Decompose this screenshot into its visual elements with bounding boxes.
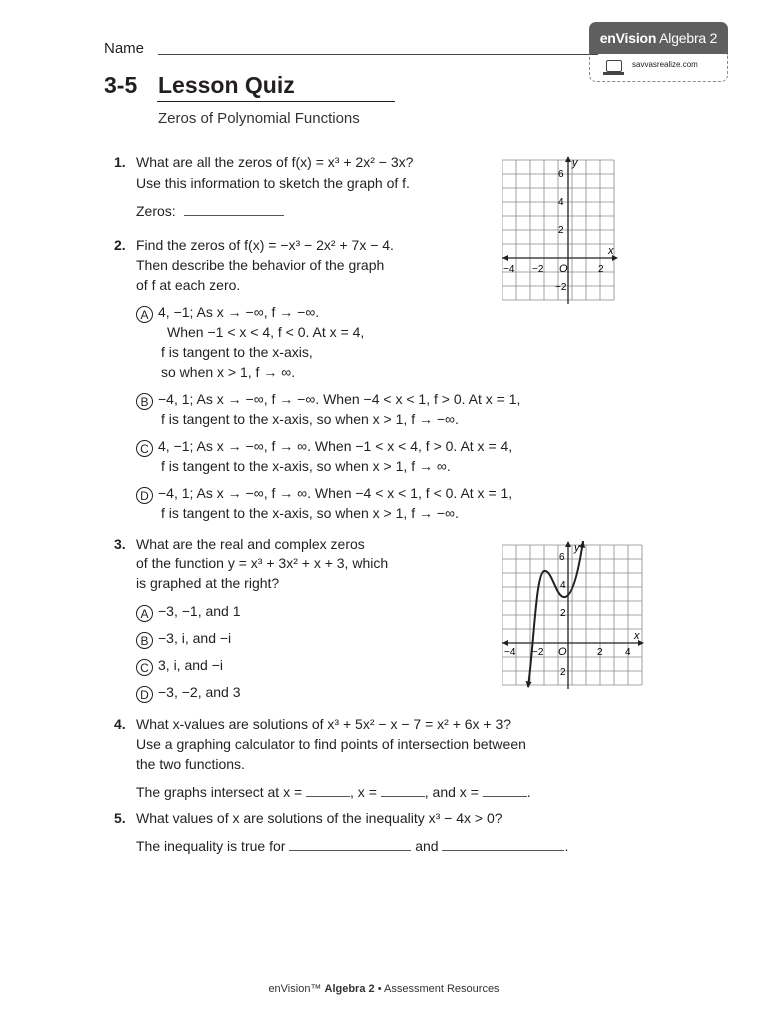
q2-option-d-bubble[interactable]: D	[136, 487, 153, 504]
q1-origin: O	[559, 263, 568, 275]
q4-answer-prefix: The graphs intersect at x =	[136, 784, 303, 800]
q3-xtick-neg4: −4	[504, 647, 516, 658]
q3-ytick-neg2: 2	[560, 667, 566, 678]
q2-option-b-line1: −4, 1; As x → −∞, f → −∞. When −4 < x < 1, f > 0. At x = 1,	[158, 391, 521, 407]
q3-option-b[interactable]	[136, 628, 231, 649]
q5-end: .	[564, 838, 569, 854]
q1-zeros-row	[136, 201, 284, 221]
q3-curve	[528, 541, 583, 687]
name-label: Name	[104, 40, 145, 57]
q2-option-a-line4: so when x > 1, f → ∞.	[161, 364, 296, 380]
q4-answer-blank-1[interactable]	[306, 782, 350, 797]
q4-answer-row	[136, 782, 531, 802]
q4-sep-2: , and x =	[424, 784, 479, 800]
q1-ytick-2: 2	[558, 225, 564, 236]
q4-number: 4.	[114, 716, 126, 732]
q3-xtick-4: 4	[625, 647, 631, 658]
realize-url[interactable]: savvasrealize.com	[632, 60, 698, 69]
name-line	[158, 54, 598, 55]
q3-option-d-bubble[interactable]: D	[136, 686, 153, 703]
q2-line2: Then describe the behavior of the graph	[136, 257, 385, 273]
q4-answer-blank-3[interactable]	[483, 782, 527, 797]
q2-option-a-line2: When −1 < x < 4, f < 0. At x = 4,	[167, 324, 365, 340]
realize-link-box[interactable]	[589, 54, 728, 82]
q5-answer-row	[136, 836, 568, 856]
footer-book: Algebra 2	[324, 983, 375, 995]
q3-ytick-2: 2	[560, 608, 566, 619]
q3-option-c-text: 3, i, and −i	[158, 657, 223, 673]
q3-ytick-6: 6	[559, 552, 565, 563]
q3-origin: O	[558, 646, 567, 658]
q5-line1: What values of x are solutions of the inequality x³ − 4x > 0?	[136, 810, 503, 826]
q2-option-a-line1: 4, −1; As x → −∞, f → −∞.	[158, 304, 320, 320]
q1-line1: What are all the zeros of f(x) = x³ + 2x² − 3x?	[136, 154, 414, 170]
q1-number: 1.	[114, 154, 126, 170]
q1-y-arrow	[565, 156, 571, 162]
q5-number: 5.	[114, 810, 126, 826]
q3-option-d[interactable]	[136, 682, 241, 703]
q2-option-c[interactable]	[136, 436, 512, 457]
q2-option-a-line3: f is tangent to the x-axis,	[161, 344, 313, 360]
q1-x-label: x	[608, 245, 614, 257]
q1-ytick-neg2: −2	[555, 282, 567, 293]
q2-option-b-line2: f is tangent to the x-axis, so when x > 1, f → −∞.	[161, 411, 459, 427]
q2-line3: of f at each zero.	[136, 277, 241, 293]
q3-option-c-bubble[interactable]: C	[136, 659, 153, 676]
q3-xtick-neg2: −2	[532, 647, 544, 658]
q2-option-a-bubble[interactable]: A	[136, 306, 153, 323]
q5-answer-and: and	[415, 838, 439, 854]
q2-option-b[interactable]	[136, 389, 520, 410]
q2-option-b-bubble[interactable]: B	[136, 393, 153, 410]
q2-number: 2.	[114, 237, 126, 253]
q3-option-a[interactable]	[136, 601, 241, 622]
q3-graph	[502, 541, 644, 689]
q3-number: 3.	[114, 536, 126, 552]
q3-option-b-bubble[interactable]: B	[136, 632, 153, 649]
q1-ytick-6: 6	[558, 169, 564, 180]
q3-y-arrow	[565, 541, 571, 547]
q5-answer-prefix: The inequality is true for	[136, 838, 286, 854]
lesson-title: Lesson Quiz	[158, 72, 295, 98]
q1-xtick-neg2: −2	[532, 264, 544, 275]
footer-brand: enVision™	[268, 983, 322, 995]
q3-option-d-text: −3, −2, and 3	[158, 684, 241, 700]
q2-option-d[interactable]	[136, 483, 512, 504]
q1-x-arrow-left	[502, 255, 508, 261]
q3-y-label: y	[574, 542, 580, 554]
q1-xtick-2: 2	[598, 264, 604, 275]
q3-curve-arrow-down	[526, 681, 532, 688]
brand-suffix: Algebra 2	[659, 30, 718, 46]
footer-section: Assessment Resources	[384, 983, 500, 995]
title-rule	[157, 101, 395, 102]
q5-answer-blank-2[interactable]	[442, 836, 564, 851]
q4-end: .	[526, 784, 531, 800]
q2-option-d-line1: −4, 1; As x → −∞, f → ∞. When −4 < x < 1, f < 0. At x = 1,	[158, 485, 513, 501]
q4-sep-1: , x =	[350, 784, 377, 800]
q2-option-c-line1: 4, −1; As x → −∞, f → ∞. When −1 < x < 4, f > 0. At x = 4,	[158, 438, 513, 454]
q3-line2: of the function y = x³ + 3x² + x + 3, which	[136, 555, 389, 571]
q1-xtick-neg4: −4	[503, 264, 515, 275]
envision-logo	[589, 22, 728, 54]
q2-option-c-bubble[interactable]: C	[136, 440, 153, 457]
q3-option-a-text: −3, −1, and 1	[158, 603, 241, 619]
q2-line1: Find the zeros of f(x) = −x³ − 2x² + 7x − 4.	[136, 237, 394, 253]
q2-option-d-line2: f is tangent to the x-axis, so when x > 1, f → −∞.	[161, 505, 459, 521]
footer-bullet: •	[377, 983, 382, 995]
lesson-number: 3-5	[104, 72, 138, 98]
brand-prefix: en	[599, 30, 616, 46]
page-subtitle: Zeros of Polynomial Functions	[158, 110, 360, 127]
q1-y-label: y	[572, 157, 578, 169]
q2-option-a[interactable]	[136, 302, 319, 323]
q3-option-a-bubble[interactable]: A	[136, 605, 153, 622]
laptop-icon	[606, 60, 622, 72]
q1-zeros-answer[interactable]	[184, 201, 284, 216]
q3-line1: What are the real and complex zeros	[136, 536, 365, 552]
q3-option-c[interactable]	[136, 655, 223, 676]
q3-option-b-text: −3, i, and −i	[158, 630, 232, 646]
q1-graph	[502, 156, 618, 304]
brand-vision: Vision	[615, 30, 657, 46]
q3-x-arrow-left	[502, 640, 508, 646]
page-footer	[0, 983, 768, 995]
page-title	[104, 72, 295, 99]
q2-option-c-line2: f is tangent to the x-axis, so when x > 1, f → ∞.	[161, 458, 451, 474]
q3-xtick-2: 2	[597, 647, 603, 658]
q1-ytick-4: 4	[558, 197, 564, 208]
q3-line3: is graphed at the right?	[136, 575, 280, 591]
q4-line1: What x-values are solutions of x³ + 5x² − x − 7 = x² + 6x + 3?	[136, 716, 512, 732]
q1-line2: Use this information to sketch the graph of f.	[136, 175, 410, 191]
q4-line2: Use a graphing calculator to find points of intersection between	[136, 736, 526, 752]
q5-answer-blank-1[interactable]	[289, 836, 411, 851]
q3-x-label: x	[634, 630, 640, 642]
q1-zeros-label: Zeros:	[136, 203, 176, 219]
q4-answer-blank-2[interactable]	[381, 782, 425, 797]
q3-ytick-4: 4	[560, 580, 566, 591]
q4-line3: the two functions.	[136, 756, 245, 772]
